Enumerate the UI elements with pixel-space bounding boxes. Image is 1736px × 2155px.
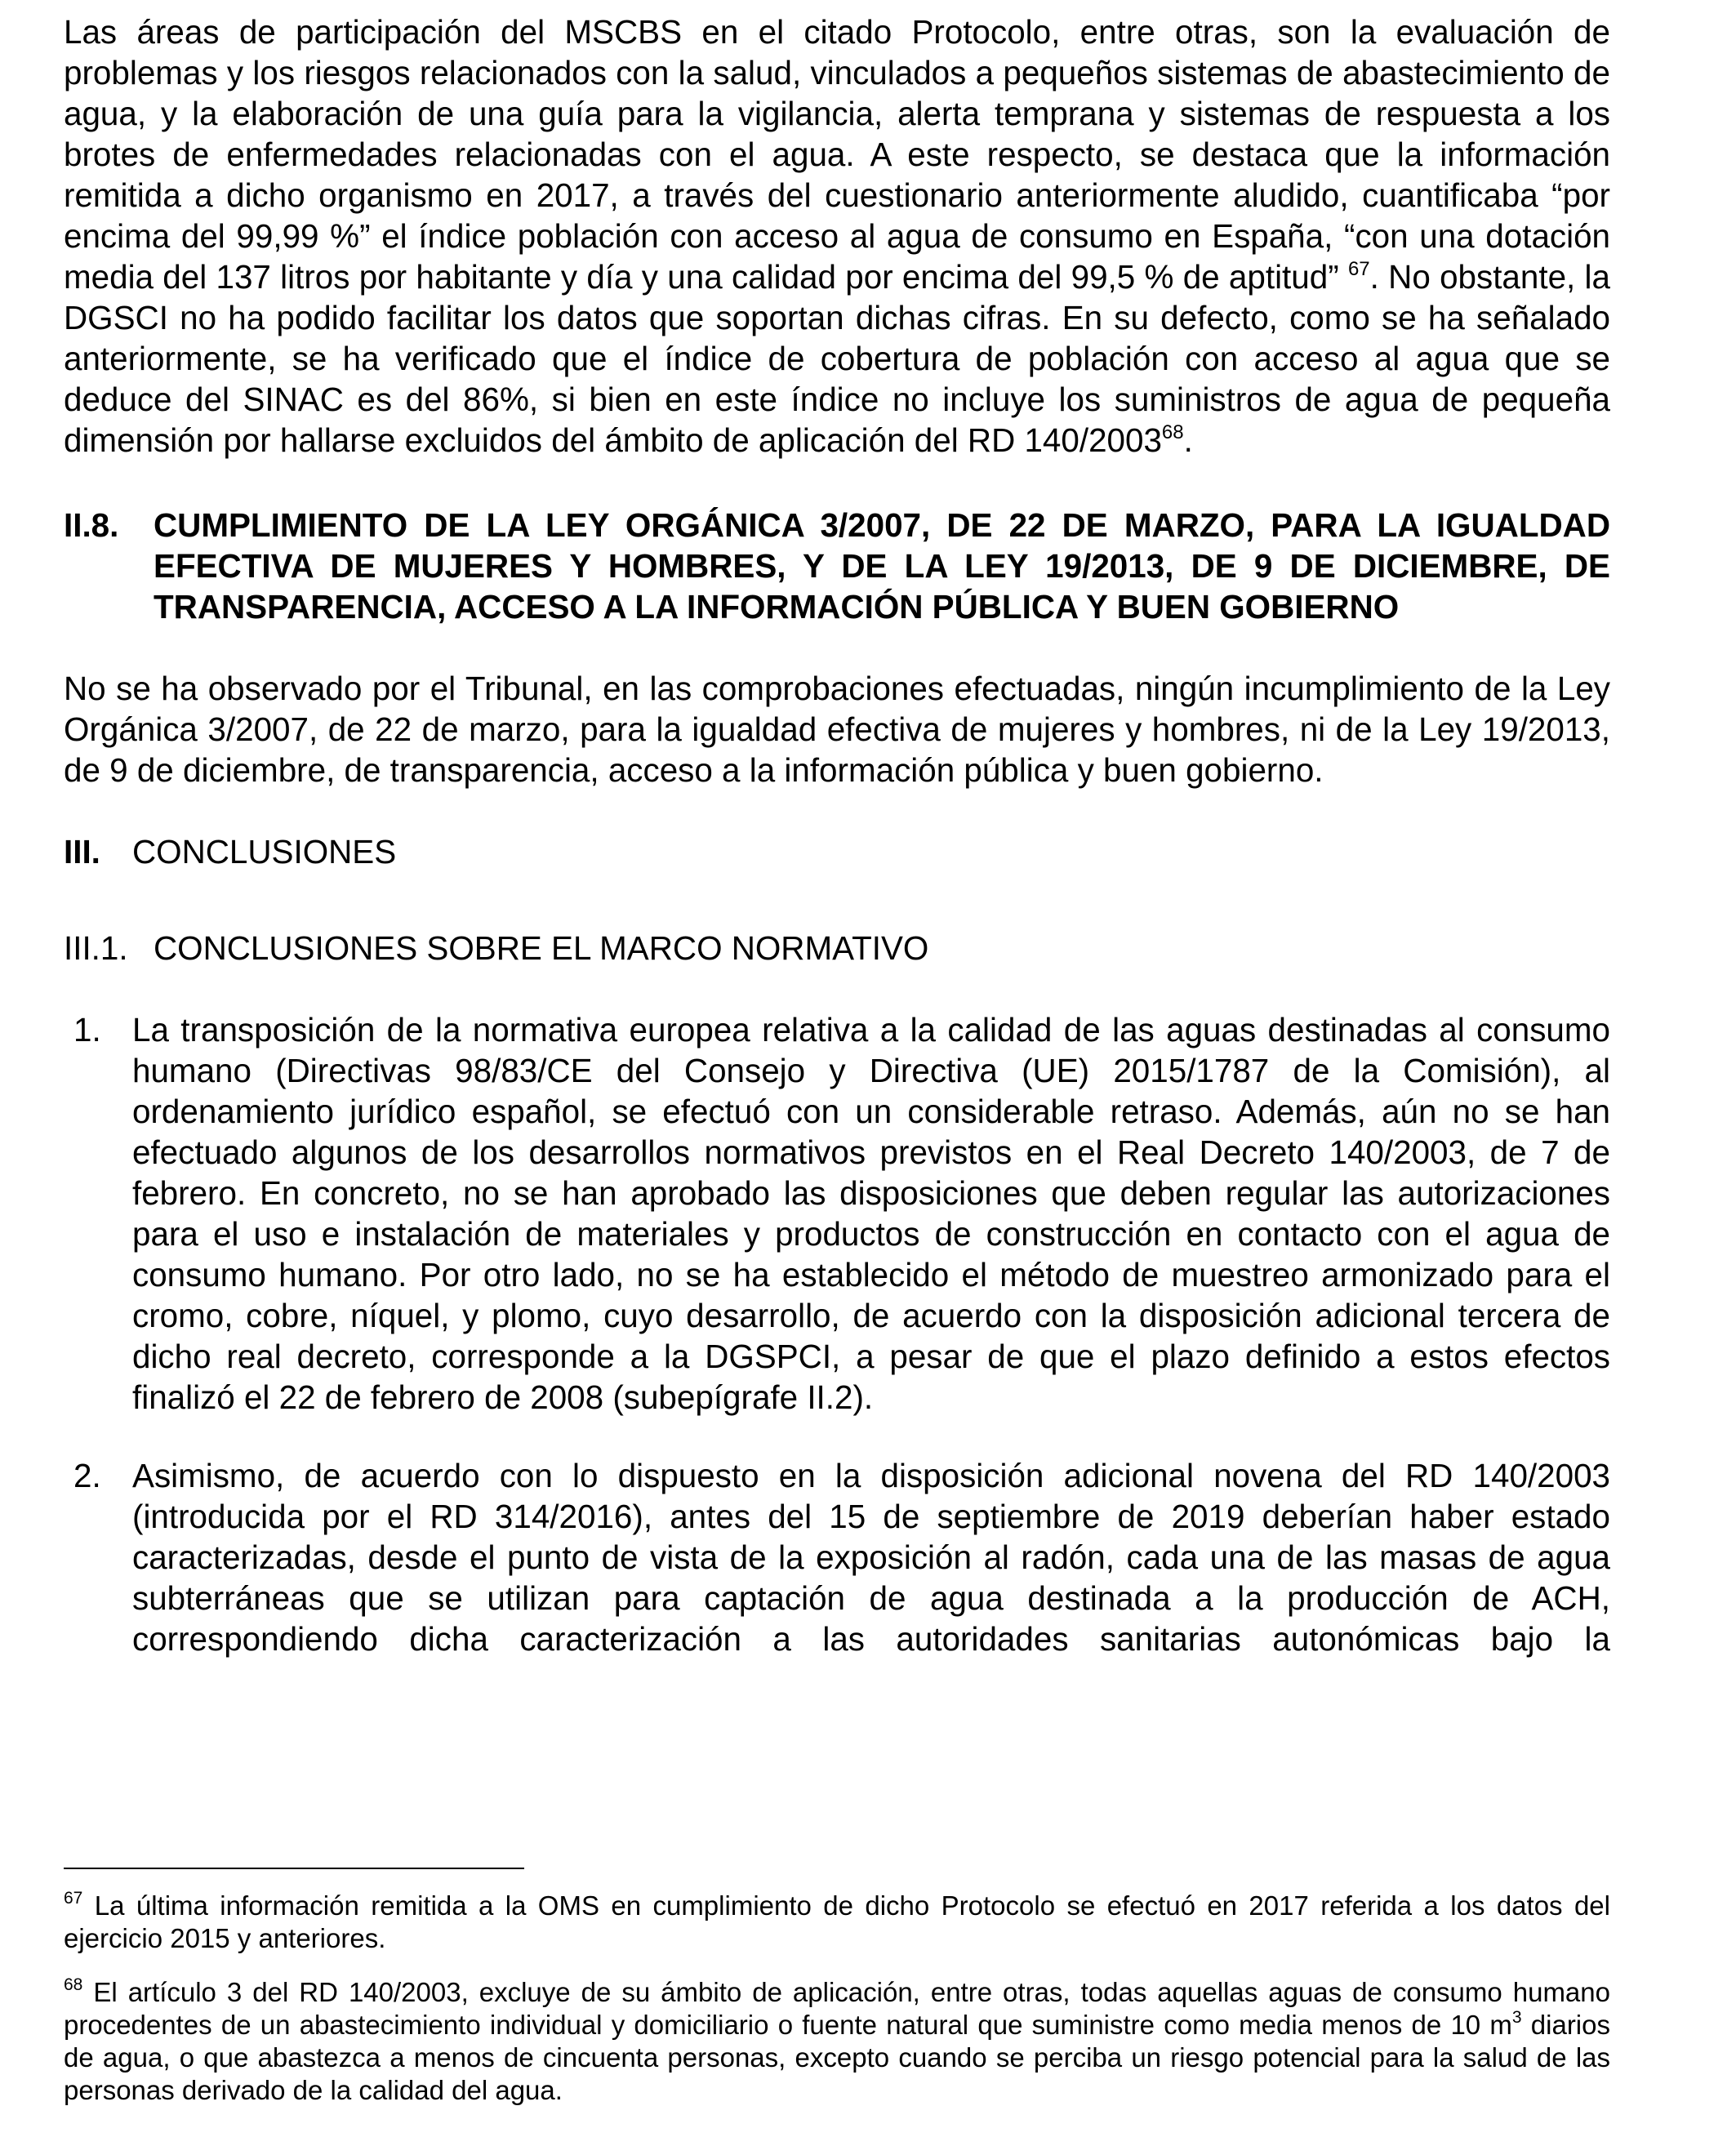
section-iii-number: III. bbox=[64, 833, 100, 870]
section-ii8-number: II.8. bbox=[64, 506, 119, 544]
section-iii1-title: CONCLUSIONES SOBRE EL MARCO NORMATIVO bbox=[154, 929, 929, 967]
footnote-67-number: 67 bbox=[64, 1889, 83, 1908]
section-ii8-body: No se ha observado por el Tribunal, en las comprobaciones efectuadas, ningún incumplimiento de la Ley Orgánica 3/2007, de 22 de marzo, para la igualdad efectiva de mujeres y hombres, ni de la Ley 19/2013, de 9 de diciembre, de transparencia, acceso a la información pública y buen gobierno. bbox=[64, 670, 1610, 789]
footnote-67 bbox=[64, 1890, 1610, 1955]
section-iii1-number: III.1. bbox=[64, 929, 128, 967]
section-iii1-heading bbox=[64, 928, 1610, 968]
list-item-text: Asimismo, de acuerdo con lo dispuesto en la disposición adicional novena del RD 140/2003 (introducida por el RD 314/2016), antes del 15 de septiembre de 2019 deberían haber estado caracterizadas, desde el punto de vista de la exposición al radón, cada una de las masas de agua subterráneas que se utilizan para captación de agua destinada a la producción de ACH, correspondiendo dicha caracterización a las autoridades sanitarias autonómicas bajo la bbox=[132, 1457, 1610, 1658]
intro-text-a: Las áreas de participación del MSCBS en el citado Protocolo, entre otras, son la evaluación de problemas y los riesgos relacionados con la salud, vinculados a pequeños sistemas de abastecimiento de agua, y la elaboración de una guía para la vigilancia, alerta temprana y sistemas de respuesta a los brotes de enfermedades relacionadas con el agua. A este respecto, se destaca que la información remitida a dicho organismo en 2017, a través del cuestionario anteriormente aludido, cuantificaba “por encima del 99,99 %” el índice población con acceso al agua de consumo en España, “con una dotación media del 137 litros por habitante y día y una calidad por encima del 99,5 % de aptitud” bbox=[64, 13, 1610, 296]
list-item-marker: 1. bbox=[73, 1011, 101, 1049]
footnotes bbox=[64, 1890, 1610, 2107]
list-item-marker: 2. bbox=[73, 1457, 101, 1494]
list-item-text: La transposición de la normativa europea relativa a la calidad de las aguas destinadas al consumo humano (Directivas 98/83/CE del Consejo y Directiva (UE) 2015/1787 de la Comisión), al ordenamiento jurídico español, se efectuó con un considerable retraso. Además, aún no se han efectuado algunos de los desarrollos normativos previstos en el Real Decreto 140/2003, de 7 de febrero. En concreto, no se han aprobado las disposiciones que deben regular las autorizaciones para el uso e instalación de materiales y productos de construcción en contacto con el agua de consumo humano. Por otro lado, no se ha establecido el método de muestreo armonizado para el cromo, cobre, níquel, y plomo, cuyo desarrollo, de acuerdo con la disposición adicional tercera de dicho real decreto, corresponde a la DGSPCI, a pesar de que el plazo definido a estos efectos finalizó el 22 de febrero de 2008 (subepígrafe II.2). bbox=[132, 1011, 1610, 1416]
footnote-68-text-b: diarios de agua, o que abastezca a menos de cincuenta personas, excepto cuando se perciba un riesgo potencial para la salud de las personas derivado de la calidad del agua. bbox=[64, 2010, 1610, 2105]
footnote-68-cubic-sup: 3 bbox=[1511, 2008, 1522, 2027]
footnote-ref-68[interactable]: 68 bbox=[1161, 421, 1184, 443]
footnote-ref-67[interactable]: 67 bbox=[1347, 257, 1370, 280]
conclusions-list bbox=[64, 1009, 1610, 1659]
section-ii8-heading bbox=[64, 505, 1610, 627]
document-page bbox=[64, 11, 1610, 1659]
footnote-separator bbox=[64, 1868, 524, 1869]
intro-text-c: . bbox=[1183, 421, 1193, 459]
intro-text-b: . No obstante, la DGSCI no ha podido facilitar los datos que soportan dichas cifras. En su defecto, como se ha señalado anteriormente, se ha verificado que el índice de cobertura de población con acceso al agua que se deduce del SINAC es del 86%, si bien en este índice no incluye los suministros de agua de pequeña dimensión por hallarse excluidos del ámbito de aplicación del RD 140/2003 bbox=[64, 258, 1610, 459]
footnote-68-number: 68 bbox=[64, 1975, 83, 1994]
footnote-67-text: La última información remitida a la OMS en cumplimiento de dicho Protocolo se efectuó en 2017 referida a los datos del ejercicio 2015 y anteriores. bbox=[64, 1890, 1610, 1953]
list-item bbox=[64, 1455, 1610, 1659]
intro-paragraph bbox=[64, 11, 1610, 461]
section-iii-heading bbox=[64, 831, 1610, 872]
section-iii-title: CONCLUSIONES bbox=[132, 833, 397, 870]
footnote-68 bbox=[64, 1976, 1610, 2107]
list-item bbox=[64, 1009, 1610, 1418]
section-ii8-title: CUMPLIMIENTO DE LA LEY ORGÁNICA 3/2007, DE 22 DE MARZO, PARA LA IGUALDAD EFECTIVA DE MUJERES Y HOMBRES, Y DE LA LEY 19/2013, DE 9 DE DICIEMBRE, DE TRANSPARENCIA, ACCESO A LA INFORMACIÓN PÚBLICA Y BUEN GOBIERNO bbox=[154, 506, 1610, 626]
footnote-68-text-a: El artículo 3 del RD 140/2003, excluye de su ámbito de aplicación, entre otras, todas aquellas aguas de consumo humano procedentes de un abastecimiento individual y domiciliario o fuente natural que suministre como media menos de 10 m bbox=[64, 1977, 1610, 2040]
